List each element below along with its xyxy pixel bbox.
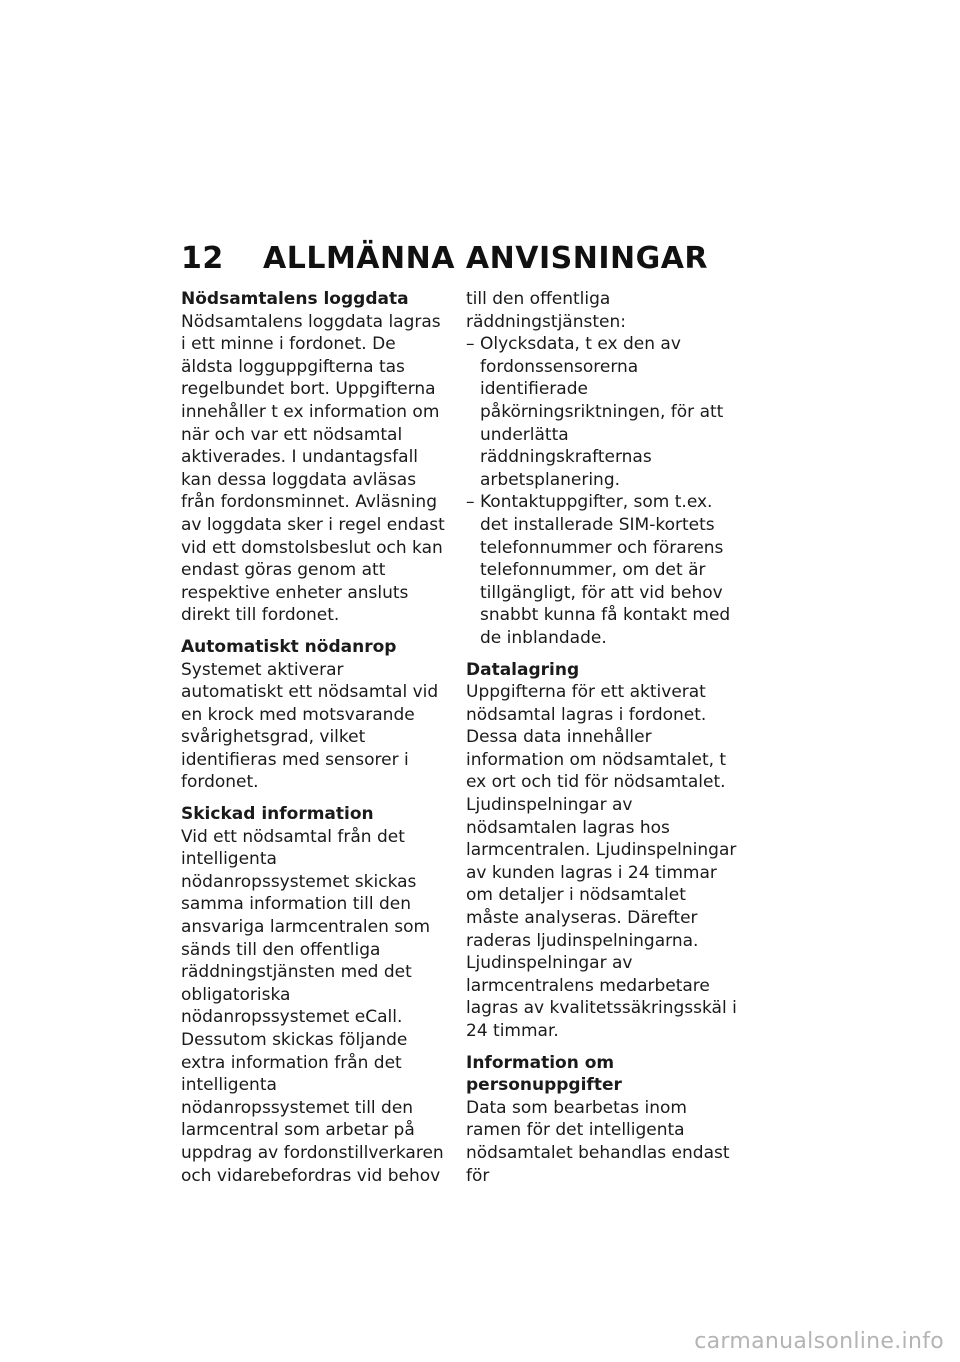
paragraph-continuation: till den offentliga räddningstjänsten: [466, 289, 626, 332]
section-logdata [181, 288, 449, 627]
section-title-automatic-call: Automatiskt nödanrop [181, 636, 397, 657]
extra-info-list [466, 333, 738, 649]
paragraph-logdata: Nödsamtalens loggdata lagras i ett minne i fordonet. De äldsta logguppgifterna tas regelbundet bort. Uppgifterna innehåller t ex information om när och var ett nödsamtal aktiverades. I undantagsfall kan dessa loggdata avläsas från fordonsminnet. Avläsning av loggdata sker i regel endast vid ett domstolsbeslut och kan endast göras genom att respektive enheter ansluts direkt till fordonet. [181, 311, 445, 626]
chapter-heading [181, 236, 708, 280]
section-title-logdata: Nödsamtalens loggdata [181, 289, 409, 309]
paragraph-sent-information-2: Dessutom skickas följande extra information från det intelligenta nödanropssystemet till den larmcentral som arbetar på uppdrag av fordonstillverkaren och vidarebefordras vid behov [181, 1030, 444, 1186]
right-column [466, 288, 738, 1196]
dash-bullet-icon: – [466, 334, 475, 355]
section-continuation [466, 288, 738, 650]
section-personal-data [466, 1052, 738, 1188]
chapter-number: 12 [181, 240, 224, 276]
section-title-sent-information: Skickad information [181, 804, 374, 825]
paragraph-data-storage-2: Ljudinspelningar av nödsamtalen lagras hos larmcentralen. Ljudinspelningar av kunden lagras i 24 timmar om detaljer i nödsamtalet måste analyseras. Därefter raderas ljudinspelningarna. Ljudinspelningar av larmcentralens medarbetare lagras av kvalitetssäkringsskäl i 24 timmar. [466, 795, 737, 1041]
section-title-data-storage: Datalagring [466, 659, 580, 680]
paragraph-automatic-call: Systemet aktiverar automatiskt ett nödsamtal vid en krock med motsvarande svårighetsgrad, vilket identifieras med sensorer i fordonet. [181, 659, 439, 793]
watermark: carmanualsonline.info [694, 1329, 944, 1354]
paragraph-data-storage-1: Uppgifterna för ett aktiverat nödsamtal lagras i fordonet. Dessa data innehåller information om nödsamtalet, t ex ort och tid för nödsamtalet. [466, 682, 727, 793]
dash-bullet-icon: – [466, 492, 475, 513]
list-item [466, 333, 738, 491]
section-automatic-call [181, 636, 449, 794]
section-sent-information [181, 803, 449, 1187]
section-data-storage [466, 659, 738, 1043]
list-item-text: Kontaktuppgifter, som t.ex. det installerade SIM-kortets telefonnummer och förarens telefonnummer, om det är tillgängligt, för att vid behov snabbt kunna få kontakt med de inblandade. [480, 492, 731, 648]
paragraph-sent-information-1: Vid ett nödsamtal från det intelligenta nödanropssystemet skickas samma information till den ansvariga larmcentralen som sänds till den offentliga räddningstjänsten med det obligatoriska nödanropssystemet eCall. [181, 826, 431, 1028]
paragraph-personal-data: Data som bearbetas inom ramen för det intelligenta nödsamtalet behandlas endast för [466, 1097, 730, 1186]
list-item-text: Olycksdata, t ex den av fordonssensorerna identifierade påkörningsriktningen, för att underlätta räddningskrafternas arbetsplanering. [480, 334, 724, 490]
list-item [466, 491, 738, 649]
chapter-title: ALLMÄNNA ANVISNINGAR [263, 240, 709, 276]
left-column [181, 288, 449, 1196]
section-title-personal-data: Information om personuppgifter [466, 1052, 622, 1096]
